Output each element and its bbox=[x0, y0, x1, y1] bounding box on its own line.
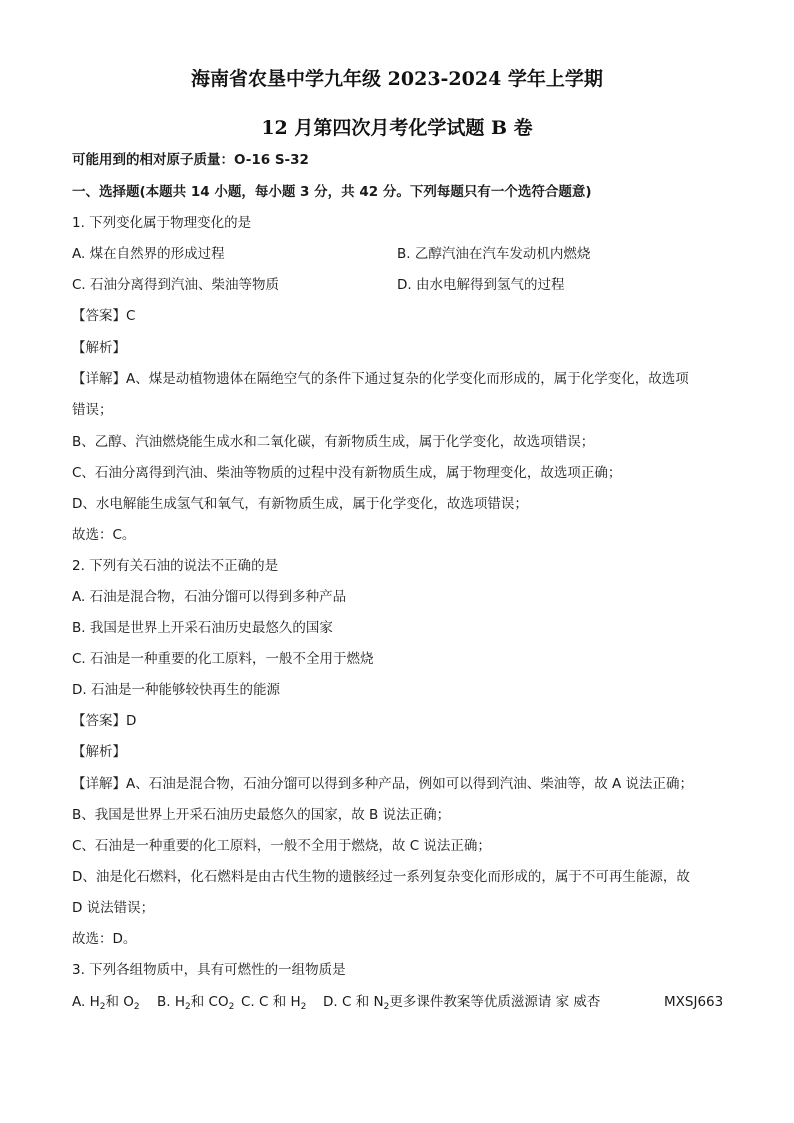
question-1-detail-1-cont: 错误； bbox=[72, 402, 113, 418]
question-1-detail-4: D、水电解能生成氢气和氧气，有新物质生成，属于化学变化，故选项错误； bbox=[72, 496, 528, 512]
option-b-subscript-2: 2 bbox=[228, 1002, 235, 1012]
question-2-detail-2: B、我国是世界上开采石油历史最悠久的国家，故 B 说法正确； bbox=[72, 807, 451, 823]
option-a-text: A. H bbox=[72, 994, 100, 1010]
question-1-detail-3: C、石油分离得到汽油、柴油等物质的过程中没有新物质生成，属于物理变化，故选项正确； bbox=[72, 465, 622, 481]
question-2-option-d: D. 石油是一种能够较快再生的能源 bbox=[72, 682, 280, 698]
question-1-detail-2: B、乙醇、汽油燃烧能生成水和二氧化碳，有新物质生成，属于化学变化，故选项错误； bbox=[72, 434, 595, 450]
question-1-option-c: C. 石油分离得到汽油、柴油等物质 bbox=[72, 277, 280, 293]
option-c-subscript: 2 bbox=[300, 1002, 307, 1012]
question-1-stem: 1. 下列变化属于物理变化的是 bbox=[72, 215, 252, 231]
option-d-text: D. C 和 N bbox=[323, 994, 384, 1010]
question-2-option-c: C. 石油是一种重要的化工原料，一般不全用于燃烧 bbox=[72, 651, 374, 667]
document-title-line2: 12 月第四次月考化学试题 B 卷 bbox=[261, 117, 533, 139]
question-2-detail-1: 【详解】A、石油是混合物，石油分馏可以得到多种产品，例如可以得到汽油、柴油等，故 A 说法正确； bbox=[72, 776, 694, 792]
question-1-answer: 【答案】C bbox=[72, 308, 136, 324]
question-2-detail-3: C、石油是一种重要的化工原料，一般不全用于燃烧，故 C 说法正确； bbox=[72, 838, 491, 854]
option-b-subscript-1: 2 bbox=[185, 1002, 191, 1012]
question-3-option-d bbox=[323, 992, 600, 1017]
question-2-option-a: A. 石油是混合物，石油分馏可以得到多种产品 bbox=[72, 589, 347, 605]
question-2-answer: 【答案】D bbox=[72, 713, 137, 729]
watermark-trailer-text: 更多课件教案等优质滋源请 家 威杏 bbox=[389, 994, 601, 1010]
question-3-stem: 3. 下列各组物质中，具有可燃性的一组物质是 bbox=[72, 962, 346, 978]
question-2-stem: 2. 下列有关石油的说法不正确的是 bbox=[72, 558, 279, 574]
question-1-option-a: A. 煤在自然界的形成过程 bbox=[72, 246, 225, 262]
question-2-detail-4-cont: D 说法错误； bbox=[72, 900, 155, 916]
question-2-detail-4: D、油是化石燃料，化石燃料是由古代生物的遗骸经过一系列复杂变化而形成的，属于不可再生能源，故 bbox=[72, 869, 690, 885]
question-1-option-b: B. 乙醇汽油在汽车发动机内燃烧 bbox=[397, 246, 591, 262]
option-b-text: B. H bbox=[157, 994, 185, 1010]
document-title-line1: 海南省农垦中学九年级 2023-2024 学年上学期 bbox=[191, 68, 603, 90]
question-2-choice: 故选：D。 bbox=[72, 931, 137, 947]
question-2-option-b: B. 我国是世界上开采石油历史最悠久的国家 bbox=[72, 620, 333, 636]
option-a-subscript-1: 2 bbox=[99, 1002, 106, 1012]
question-1-detail-1: 【详解】A、煤是动植物遗体在隔绝空气的条件下通过复杂的化学变化而形成的，属于化学变化，故选项 bbox=[72, 371, 689, 387]
question-3-option-c bbox=[241, 992, 306, 1017]
question-3-option-a bbox=[72, 992, 140, 1017]
question-2-analysis-label: 【解析】 bbox=[72, 744, 126, 760]
option-a-text-2: 和 O bbox=[105, 994, 134, 1010]
option-c-text: C. C 和 H bbox=[241, 994, 301, 1010]
option-a-subscript-2: 2 bbox=[133, 1002, 140, 1012]
question-1-analysis-label: 【解析】 bbox=[72, 340, 126, 356]
option-b-text-2: 和 CO bbox=[190, 994, 229, 1010]
option-d-subscript: 2 bbox=[383, 1002, 390, 1012]
question-3-option-b bbox=[157, 992, 234, 1017]
document-code: MXSJ663 bbox=[664, 994, 724, 1010]
question-1-choice: 故选：C。 bbox=[72, 527, 136, 543]
atomic-masses-note: 可能用到的相对原子质量：O-16 S-32 bbox=[72, 152, 309, 168]
question-1-option-d: D. 由水电解得到氢气的过程 bbox=[397, 277, 565, 293]
section-heading: 一、选择题(本题共 14 小题，每小题 3 分，共 42 分。下列每题只有一个选符合题意) bbox=[72, 184, 592, 200]
